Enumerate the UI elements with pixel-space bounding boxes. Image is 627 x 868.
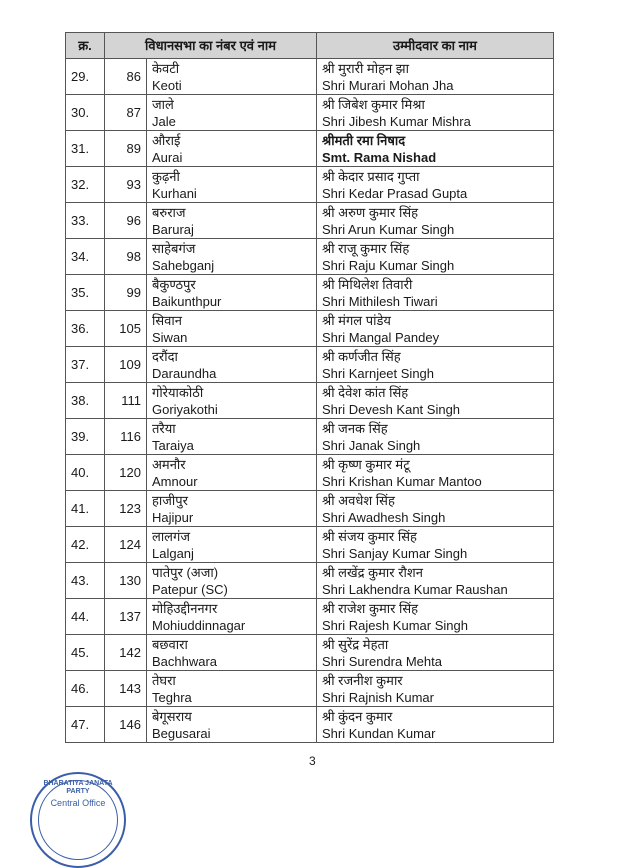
table-row — [66, 239, 554, 275]
candidate-cell — [317, 131, 554, 167]
serial-number: 38. — [66, 383, 105, 419]
candidate-name-hindi: श्री राजू कुमार सिंह — [322, 240, 410, 256]
candidate-name-english: Shri Arun Kumar Singh — [322, 221, 455, 237]
table-row — [66, 491, 554, 527]
candidate-cell — [317, 599, 554, 635]
constituency-cell — [147, 239, 317, 275]
candidate-cell — [317, 239, 554, 275]
candidate-cell — [317, 275, 554, 311]
candidate-cell — [317, 671, 554, 707]
constituency-cell — [147, 671, 317, 707]
constituency-number: 120 — [105, 455, 147, 491]
candidate-name-hindi: श्री मुरारी मोहन झा — [322, 60, 410, 76]
constituency-number: 116 — [105, 419, 147, 455]
table-row — [66, 131, 554, 167]
candidate-name-hindi: श्रीमती रमा निषाद — [322, 132, 406, 148]
constituency-name-english: Bachhwara — [152, 653, 218, 669]
candidate-name-hindi: श्री मिथिलेश तिवारी — [322, 276, 413, 292]
candidate-cell — [317, 311, 554, 347]
header-serial: क्र. — [66, 33, 105, 59]
stamp-center-text: Central Office — [50, 798, 106, 808]
serial-number: 46. — [66, 671, 105, 707]
constituency-cell — [147, 275, 317, 311]
constituency-number: 123 — [105, 491, 147, 527]
constituency-cell — [147, 131, 317, 167]
constituency-number: 137 — [105, 599, 147, 635]
table-row — [66, 671, 554, 707]
serial-number: 34. — [66, 239, 105, 275]
candidate-name-hindi: श्री राजेश कुमार सिंह — [322, 600, 419, 616]
constituency-cell — [147, 563, 317, 599]
candidate-name-hindi: श्री लखेंद्र कुमार रौशन — [322, 564, 423, 580]
table-row — [66, 95, 554, 131]
constituency-name-hindi: तरैया — [152, 420, 176, 436]
table-row — [66, 311, 554, 347]
candidate-name-english: Shri Krishan Kumar Mantoo — [322, 473, 482, 489]
table-row — [66, 707, 554, 743]
constituency-name-hindi: बैकुण्ठपुर — [152, 276, 196, 292]
constituency-number: 86 — [105, 59, 147, 95]
candidate-name-hindi: श्री रजनीश कुमार — [322, 672, 403, 688]
candidate-name-english: Shri Surendra Mehta — [322, 653, 442, 669]
table-row — [66, 203, 554, 239]
constituency-name-english: Taraiya — [152, 437, 194, 453]
constituency-cell — [147, 383, 317, 419]
candidate-name-hindi: श्री कुंदन कुमार — [322, 708, 393, 724]
candidate-name-hindi: श्री देवेश कांत सिंह — [322, 384, 409, 400]
constituency-number: 98 — [105, 239, 147, 275]
candidate-name-hindi: श्री केदार प्रसाद गुप्ता — [322, 168, 420, 184]
candidate-name-english: Shri Mangal Pandey — [322, 329, 440, 345]
candidate-name-hindi: श्री कर्णजीत सिंह — [322, 348, 401, 364]
serial-number: 32. — [66, 167, 105, 203]
constituency-name-english: Daraundha — [152, 365, 217, 381]
table-row — [66, 383, 554, 419]
table-header-row — [66, 33, 554, 59]
constituency-cell — [147, 59, 317, 95]
serial-number: 30. — [66, 95, 105, 131]
constituency-name-hindi: औराई — [152, 132, 181, 148]
candidate-name-english: Shri Rajnish Kumar — [322, 689, 434, 705]
page-content — [0, 32, 627, 868]
constituency-number: 93 — [105, 167, 147, 203]
candidate-name-hindi: श्री जिबेश कुमार मिश्रा — [322, 96, 425, 112]
stamp-text — [42, 780, 114, 809]
candidate-name-hindi: श्री जनक सिंह — [322, 420, 388, 436]
candidate-cell — [317, 167, 554, 203]
constituency-cell — [147, 599, 317, 635]
constituency-number: 143 — [105, 671, 147, 707]
serial-number: 31. — [66, 131, 105, 167]
table-row — [66, 455, 554, 491]
candidate-name-english: Shri Mithilesh Tiwari — [322, 293, 438, 309]
constituency-name-english: Amnour — [152, 473, 198, 489]
serial-number: 39. — [66, 419, 105, 455]
serial-number: 41. — [66, 491, 105, 527]
table-row — [66, 275, 554, 311]
candidate-name-english: Shri Karnjeet Singh — [322, 365, 435, 381]
table-row — [66, 347, 554, 383]
constituency-number: 96 — [105, 203, 147, 239]
constituency-number: 99 — [105, 275, 147, 311]
constituency-name-hindi: बछवारा — [152, 636, 188, 652]
constituency-name-hindi: हाजीपुर — [152, 492, 188, 508]
serial-number: 42. — [66, 527, 105, 563]
constituency-name-english: Sahebganj — [152, 257, 215, 273]
constituency-cell — [147, 347, 317, 383]
candidate-cell — [317, 383, 554, 419]
candidate-name-hindi: श्री मंगल पांडेय — [322, 312, 391, 328]
serial-number: 35. — [66, 275, 105, 311]
header-candidate: उम्मीदवार का नाम — [317, 33, 554, 59]
candidate-cell — [317, 419, 554, 455]
constituency-cell — [147, 455, 317, 491]
constituency-name-english: Hajipur — [152, 509, 194, 525]
constituency-number: 142 — [105, 635, 147, 671]
candidate-name-english: Shri Murari Mohan Jha — [322, 77, 454, 93]
constituency-name-english: Baikunthpur — [152, 293, 222, 309]
constituency-name-hindi: साहेबगंज — [152, 240, 196, 256]
candidate-cell — [317, 635, 554, 671]
serial-number: 29. — [66, 59, 105, 95]
constituency-number: 89 — [105, 131, 147, 167]
constituency-cell — [147, 527, 317, 563]
serial-number: 43. — [66, 563, 105, 599]
table-row — [66, 59, 554, 95]
candidate-cell — [317, 347, 554, 383]
serial-number: 37. — [66, 347, 105, 383]
constituency-name-english: Jale — [152, 113, 176, 129]
candidate-name-hindi: श्री अरुण कुमार सिंह — [322, 204, 419, 220]
candidate-name-english: Shri Kedar Prasad Gupta — [322, 185, 468, 201]
constituency-name-hindi: बरुराज — [152, 204, 186, 220]
table-row — [66, 167, 554, 203]
constituency-name-english: Begusarai — [152, 725, 211, 741]
constituency-cell — [147, 635, 317, 671]
table-row — [66, 419, 554, 455]
candidate-name-hindi: श्री संजय कुमार सिंह — [322, 528, 417, 544]
constituency-name-hindi: कुढ़नी — [152, 168, 180, 184]
constituency-cell — [147, 167, 317, 203]
candidate-name-hindi: श्री सुरेंद्र मेहता — [322, 636, 389, 652]
serial-number: 36. — [66, 311, 105, 347]
serial-number: 44. — [66, 599, 105, 635]
constituency-cell — [147, 491, 317, 527]
constituency-number: 111 — [105, 383, 147, 419]
constituency-cell — [147, 203, 317, 239]
constituency-name-hindi: मोहिउद्दीननगर — [152, 600, 218, 616]
constituency-name-english: Kurhani — [152, 185, 197, 201]
constituency-name-hindi: केवटी — [152, 60, 180, 76]
constituency-name-english: Baruraj — [152, 221, 194, 237]
constituency-cell — [147, 311, 317, 347]
candidate-name-english: Shri Sanjay Kumar Singh — [322, 545, 468, 561]
table-row — [66, 635, 554, 671]
candidate-name-english: Shri Devesh Kant Singh — [322, 401, 461, 417]
candidate-list-table — [65, 32, 554, 743]
candidate-cell — [317, 455, 554, 491]
constituency-name-english: Keoti — [152, 77, 182, 93]
constituency-name-english: Mohiuddinnagar — [152, 617, 246, 633]
serial-number: 45. — [66, 635, 105, 671]
candidate-cell — [317, 563, 554, 599]
constituency-name-english: Teghra — [152, 689, 192, 705]
candidate-cell — [317, 491, 554, 527]
header-constituency: विधानसभा का नंबर एवं नाम — [105, 33, 317, 59]
candidate-cell — [317, 95, 554, 131]
constituency-number: 109 — [105, 347, 147, 383]
candidate-name-hindi: श्री अवधेश सिंह — [322, 492, 395, 508]
table-row — [66, 599, 554, 635]
stamp-ring-text: BHARATIYA JANATA PARTY — [43, 780, 113, 795]
constituency-name-hindi: दरौंदा — [152, 348, 178, 364]
serial-number: 33. — [66, 203, 105, 239]
page-number: 3 — [309, 754, 316, 768]
constituency-name-hindi: अमनौर — [152, 456, 186, 472]
constituency-number: 124 — [105, 527, 147, 563]
candidate-name-english: Shri Jibesh Kumar Mishra — [322, 113, 471, 129]
constituency-name-hindi: गोरेयाकोठी — [152, 384, 204, 400]
candidate-name-english: Shri Kundan Kumar — [322, 725, 436, 741]
candidate-cell — [317, 203, 554, 239]
table-row — [66, 527, 554, 563]
serial-number: 40. — [66, 455, 105, 491]
candidate-name-english: Smt. Rama Nishad — [322, 149, 437, 165]
candidate-cell — [317, 527, 554, 563]
candidate-name-english: Shri Janak Singh — [322, 437, 421, 453]
constituency-name-english: Patepur (SC) — [152, 581, 228, 597]
constituency-name-english: Siwan — [152, 329, 188, 345]
constituency-name-hindi: बेगूसराय — [152, 708, 192, 724]
constituency-name-hindi: जाले — [152, 96, 174, 112]
candidate-name-english: Shri Rajesh Kumar Singh — [322, 617, 468, 633]
constituency-cell — [147, 95, 317, 131]
constituency-cell — [147, 419, 317, 455]
constituency-name-hindi: लालगंज — [152, 528, 190, 544]
constituency-number: 130 — [105, 563, 147, 599]
candidate-cell — [317, 59, 554, 95]
candidate-name-english: Shri Lakhendra Kumar Raushan — [322, 581, 508, 597]
constituency-name-hindi: पातेपुर (अजा) — [152, 564, 219, 580]
constituency-name-english: Lalganj — [152, 545, 194, 561]
constituency-name-english: Aurai — [152, 149, 183, 165]
party-stamp-seal — [30, 772, 126, 868]
constituency-cell — [147, 707, 317, 743]
constituency-name-hindi: सिवान — [152, 312, 182, 328]
constituency-number: 146 — [105, 707, 147, 743]
constituency-name-hindi: तेघरा — [152, 672, 176, 688]
candidate-name-english: Shri Awadhesh Singh — [322, 509, 446, 525]
table-row — [66, 563, 554, 599]
candidate-cell — [317, 707, 554, 743]
constituency-number: 87 — [105, 95, 147, 131]
serial-number: 47. — [66, 707, 105, 743]
candidate-name-hindi: श्री कृष्ण कुमार मंटू — [322, 456, 410, 472]
candidate-name-english: Shri Raju Kumar Singh — [322, 257, 455, 273]
constituency-number: 105 — [105, 311, 147, 347]
constituency-name-english: Goriyakothi — [152, 401, 218, 417]
